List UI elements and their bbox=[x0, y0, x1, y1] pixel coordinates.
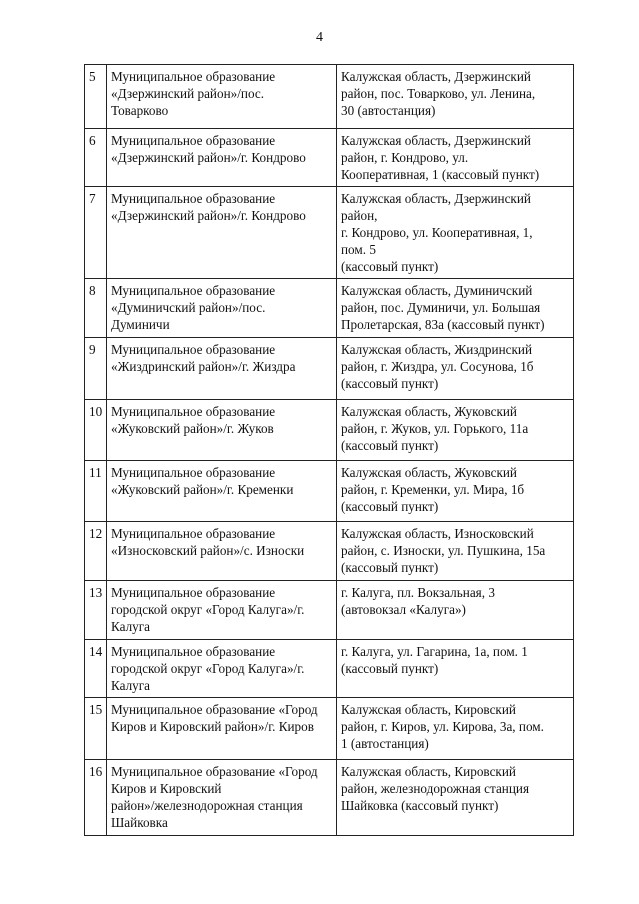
municipality-cell: Муниципальное образование «Жуковский район»/г. Жуков bbox=[107, 400, 337, 461]
table-row bbox=[85, 187, 574, 279]
row-number: 5 bbox=[85, 65, 107, 129]
address-cell: Калужская область, Жуковский район, г. Жуков, ул. Горького, 11а (кассовый пункт) bbox=[337, 400, 574, 461]
address-cell: Калужская область, Кировский район, железнодорожная станция Шайковка (кассовый пункт) bbox=[337, 760, 574, 836]
municipality-cell: Муниципальное образование «Дзержинский район»/г. Кондрово bbox=[107, 129, 337, 187]
row-number: 13 bbox=[85, 581, 107, 640]
address-cell: г. Калуга, пл. Вокзальная, 3 (автовокзал «Калуга») bbox=[337, 581, 574, 640]
table-row bbox=[85, 581, 574, 640]
row-number: 8 bbox=[85, 279, 107, 338]
address-cell: г. Калуга, ул. Гагарина, 1а, пом. 1 (кассовый пункт) bbox=[337, 640, 574, 698]
page-number: 4 bbox=[316, 30, 323, 45]
stations-table bbox=[84, 64, 574, 836]
address-cell: Калужская область, Дзержинский район, пос. Товарково, ул. Ленина, 30 (автостанция) bbox=[337, 65, 574, 129]
municipality-cell: Муниципальное образование городской округ «Город Калуга»/г. Калуга bbox=[107, 640, 337, 698]
row-number: 7 bbox=[85, 187, 107, 279]
municipality-cell: Муниципальное образование «Жуковский район»/г. Кременки bbox=[107, 461, 337, 522]
row-number: 11 bbox=[85, 461, 107, 522]
municipality-cell: Муниципальное образование «Город Киров и Кировский район»/железнодорожная станция Шайковка bbox=[107, 760, 337, 836]
address-cell: Калужская область, Жиздринский район, г. Жиздра, ул. Сосунова, 1б (кассовый пункт) bbox=[337, 338, 574, 400]
row-number: 15 bbox=[85, 698, 107, 760]
municipality-cell: Муниципальное образование «Износковский район»/с. Износки bbox=[107, 522, 337, 581]
municipality-cell: Муниципальное образование «Жиздринский район»/г. Жиздра bbox=[107, 338, 337, 400]
table-row bbox=[85, 640, 574, 698]
table-row bbox=[85, 522, 574, 581]
row-number: 14 bbox=[85, 640, 107, 698]
address-cell: Калужская область, Дзержинский район, г. Кондрово, ул. Кооперативная, 1 (кассовый пункт) bbox=[337, 129, 574, 187]
table-row bbox=[85, 698, 574, 760]
municipality-cell: Муниципальное образование «Дзержинский район»/пос. Товарково bbox=[107, 65, 337, 129]
address-cell: Калужская область, Жуковский район, г. Кременки, ул. Мира, 1б (кассовый пункт) bbox=[337, 461, 574, 522]
table-row bbox=[85, 129, 574, 187]
municipality-cell: Муниципальное образование «Город Киров и Кировский район»/г. Киров bbox=[107, 698, 337, 760]
row-number: 16 bbox=[85, 760, 107, 836]
table-row bbox=[85, 400, 574, 461]
municipality-cell: Муниципальное образование «Думиничский район»/пос. Думиничи bbox=[107, 279, 337, 338]
table-row bbox=[85, 65, 574, 129]
address-cell: Калужская область, Кировский район, г. Киров, ул. Кирова, 3а, пом. 1 (автостанция) bbox=[337, 698, 574, 760]
municipality-cell: Муниципальное образование «Дзержинский район»/г. Кондрово bbox=[107, 187, 337, 279]
table-row bbox=[85, 279, 574, 338]
address-cell: Калужская область, Думиничский район, пос. Думиничи, ул. Большая Пролетарская, 83а (кассовый пункт) bbox=[337, 279, 574, 338]
table-row bbox=[85, 760, 574, 836]
address-cell: Калужская область, Дзержинский район, г. Кондрово, ул. Кооперативная, 1, пом. 5 (кассовый пункт) bbox=[337, 187, 574, 279]
row-number: 6 bbox=[85, 129, 107, 187]
row-number: 9 bbox=[85, 338, 107, 400]
table-row bbox=[85, 338, 574, 400]
row-number: 10 bbox=[85, 400, 107, 461]
municipality-cell: Муниципальное образование городской округ «Город Калуга»/г. Калуга bbox=[107, 581, 337, 640]
table-row bbox=[85, 461, 574, 522]
address-cell: Калужская область, Износковский район, с. Износки, ул. Пушкина, 15а (кассовый пункт) bbox=[337, 522, 574, 581]
row-number: 12 bbox=[85, 522, 107, 581]
